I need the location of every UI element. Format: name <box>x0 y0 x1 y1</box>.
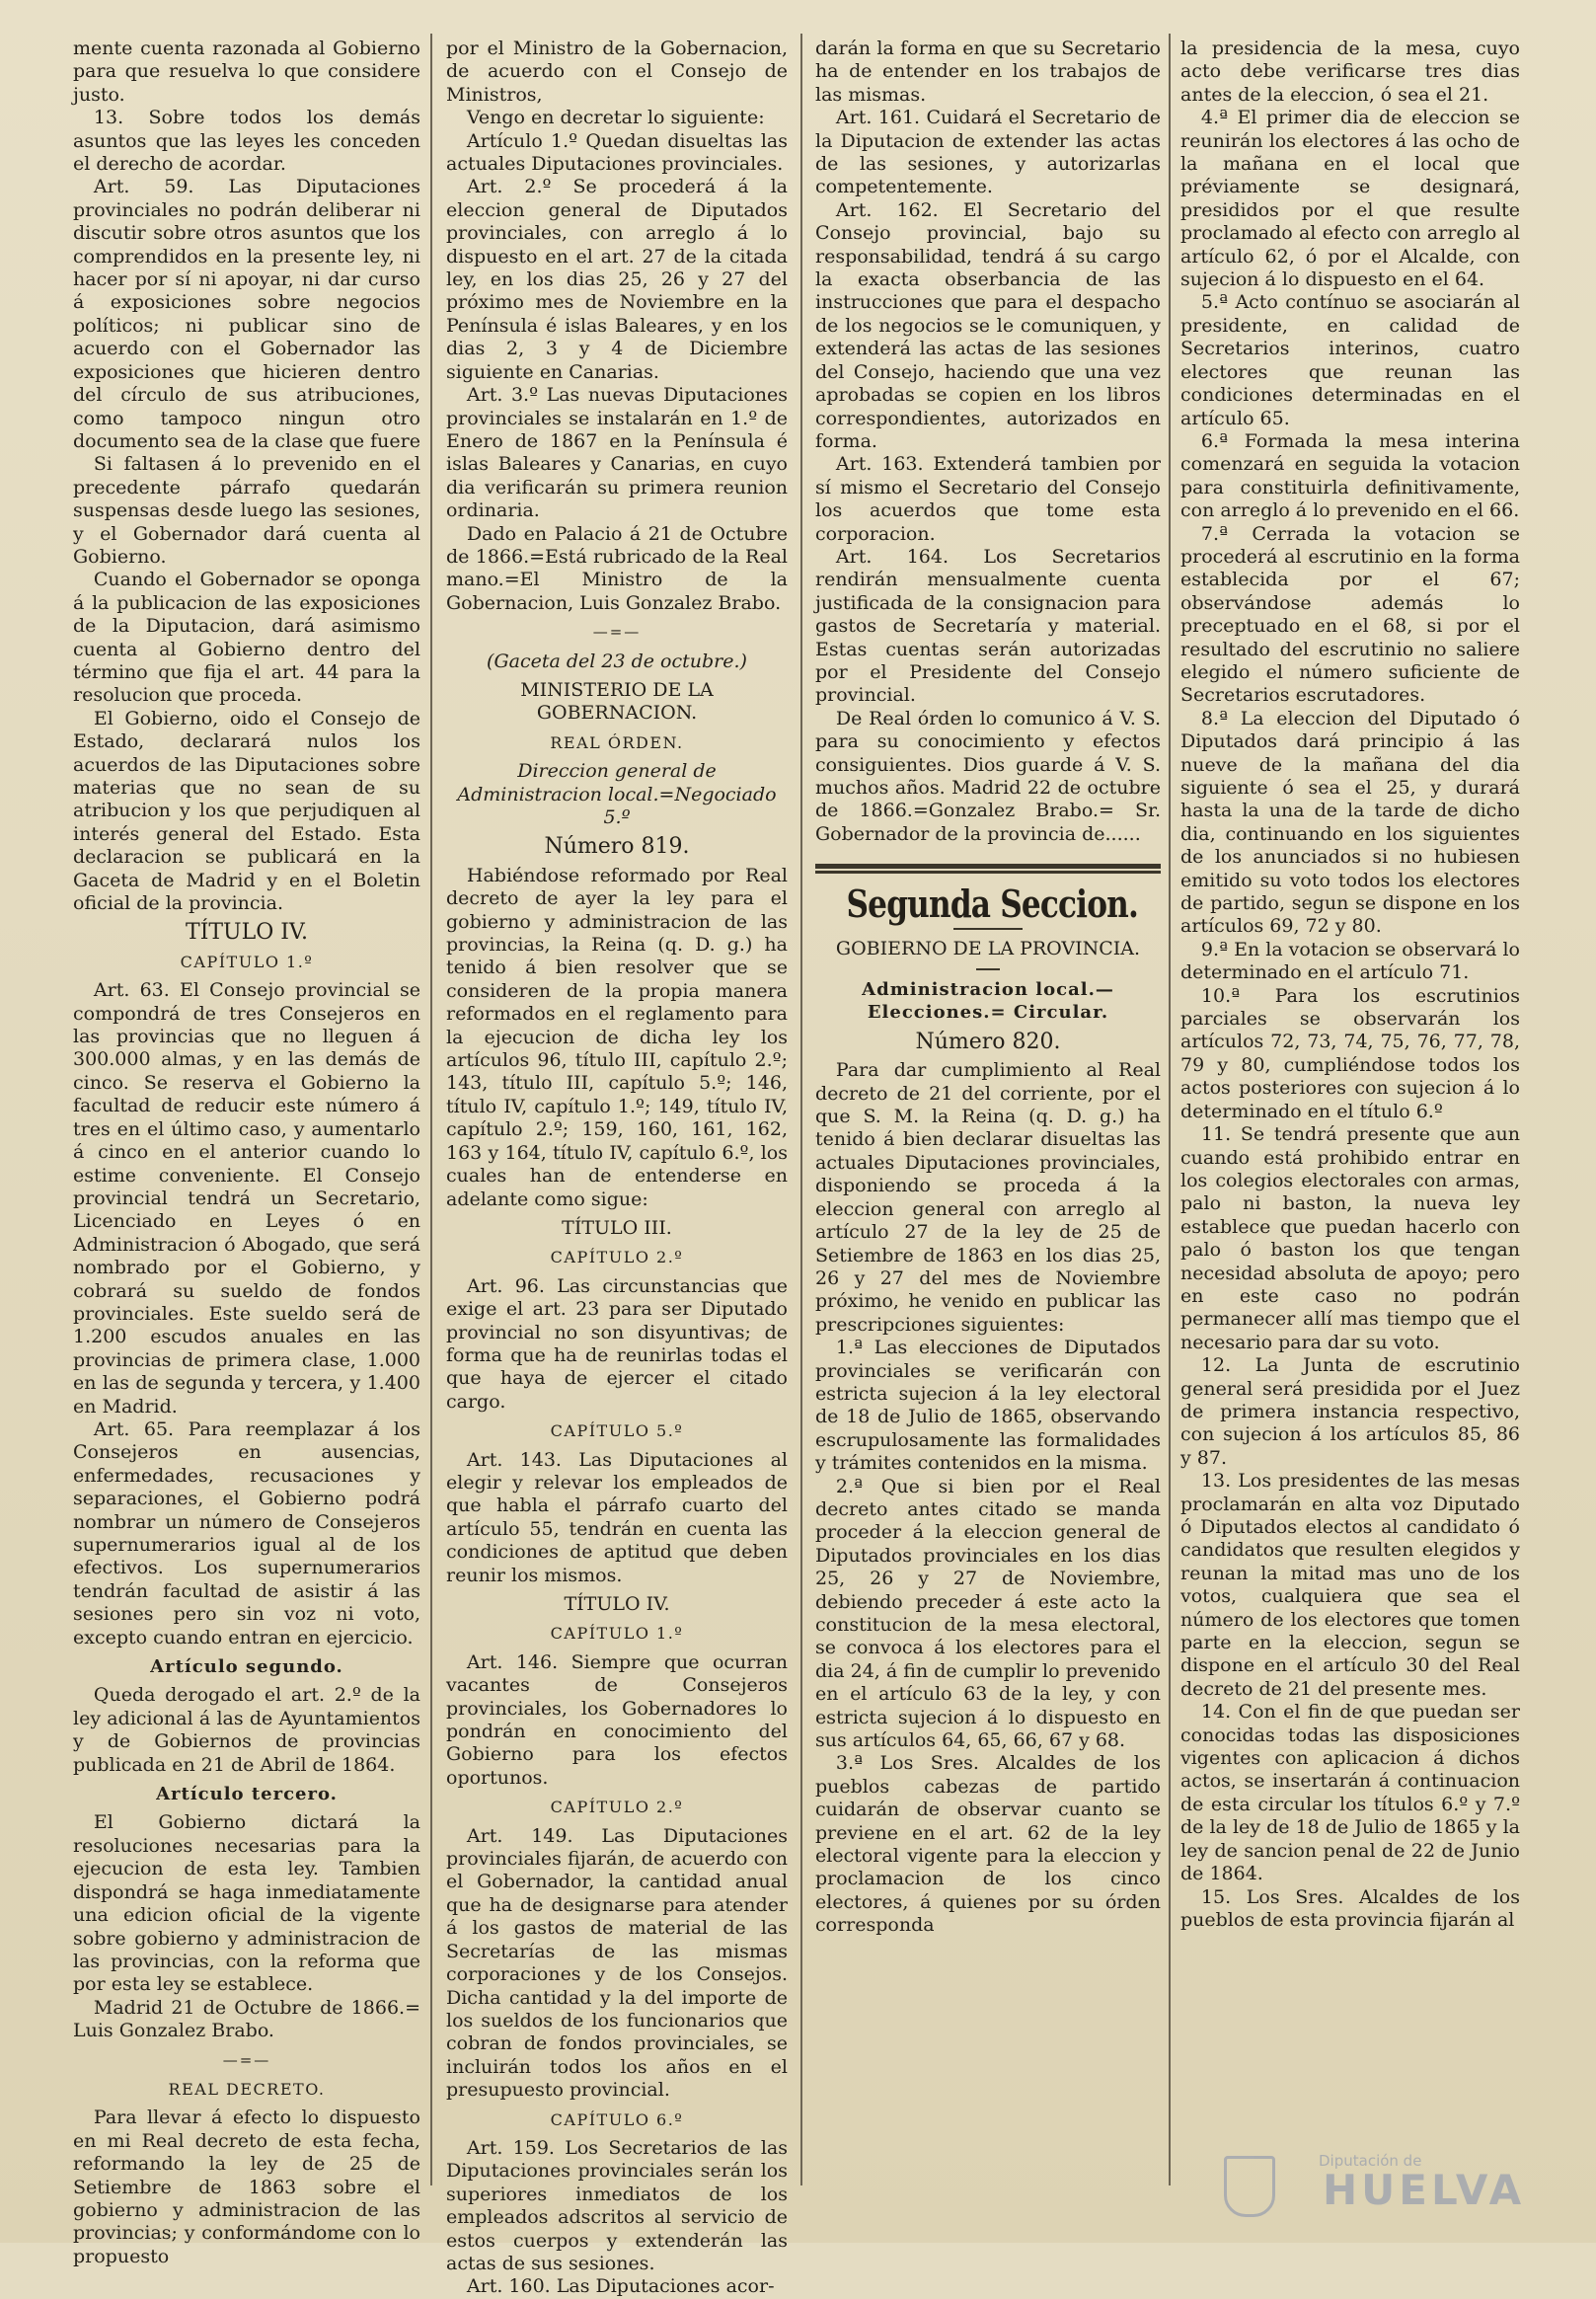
column-rule <box>430 34 432 2185</box>
paragraph: 2.ª Que si bien por el Real decreto antes citado se manda proceder á la eleccion general de Diputados provinciales en los dias 25, 26 y 27 de Noviembre, debiendo preceder á este acto la constitucion de la mesa electoral, se convoca á los electores para el dia 24, á fin de cumplir lo prevenido en el artículo 63 de la ley, y con estricta sujecion á lo dispuesto en sus artículos 64, 65, 66, 67 y 68. <box>815 1475 1161 1752</box>
chapter-heading: CAPÍTULO 2.º <box>550 1248 684 1267</box>
paragraph: Art. 163. Extenderá tambien por sí mismo el Secretario del Consejo los acuerdos que tome esta corporacion. <box>815 453 1161 545</box>
paragraph: 3.ª Los Sres. Alcaldes de los pueblos cabezas de partido cuidarán de observar cuanto se previene en el art. 62 de la ley electoral vigente para la eleccion y proclamacion de los cinco electores, á quienes por su órden corresponda <box>815 1752 1161 1937</box>
title-heading: TÍTULO III. <box>562 1216 672 1239</box>
paragraph: Para dar cumplimiento al Real decreto de 21 del corriente, por el que S. M. la Reina (q. D. g.) ha tenido á bien declarar disueltas las actuales Diputaciones provinciales, disponiendo se proceda á la eleccion general con arreglo al artículo 27 de la ley de 25 de Setiembre de 1863 en los dias 25, 26 y 27 del mes de Noviembre próximo, he venido en publicar las prescripciones siguientes: <box>815 1059 1161 1336</box>
paragraph: Habiéndose reformado por Real decreto de ayer la ley para el gobierno y administracion de las provincias, la Reina (q. D. g.) ha tenido á bien resolver que se consideren de la propia manera reformados en el reglamento para la ejecucion de dicha ley los artículos 96, título III, capítulo 2.º; 143, título III, capítulo 5.º; 146, título IV, capítulo 1.º; 149, título IV, capítulo 2.º; 159, 160, 161, 162, 163 y 164, título IV, capítulo 6.º, los cuales han de entenderse en adelante como sigue: <box>446 864 788 1210</box>
section-heading: TÍTULO IV. <box>186 920 308 946</box>
paragraph: la presidencia de la mesa, cuyo acto debe verificarse tres dias antes de la eleccion, ó sea el 21. <box>1180 38 1520 106</box>
paragraph: Art. 162. El Secretario del Consejo provincial, bajo su responsabilidad, tendrá á su cargo la exacta obserbancia de las instrucciones que para el despacho de los negocios se le comuniquen, y extenderá las actas de las sesiones del Consejo, haciendo que una vez aprobadas se copien en los libros correspondientes, autorizados en forma. <box>815 198 1161 452</box>
section-title: Segunda Seccion. <box>846 881 1139 927</box>
column-rule <box>1169 34 1171 2185</box>
paragraph: 12. La Junta de escrutinio general será presidida por el Juez de primera instancia respectivo, con sujecion á los artículos 85, 86 y 87. <box>1180 1354 1520 1469</box>
paragraph: Dado en Palacio á 21 de Octubre de 1866.=Está rubricado de la Real mano.=El Ministro de la Gobernacion, Luis Gonzalez Brabo. <box>446 522 788 614</box>
paragraph: 6.ª Formada la mesa interina comenzará en seguida la votacion para constituirla definitivamente, con arreglo á lo prevenido en el 66. <box>1180 429 1520 522</box>
paragraph: Artículo 1.º Quedan disueltas las actuales Diputaciones provinciales. <box>446 129 788 176</box>
paragraph: Cuando el Gobernador se oponga á la publicacion de las exposiciones de la Diputacion, dará asimismo cuenta al Gobierno dentro del término que fija el art. 44 para la resolucion que proceda. <box>73 569 420 707</box>
paragraph: Art. 159. Los Secretarios de las Diputaciones provinciales serán los superiores inmediatos de los empleados adscritos al servicio de estos cuerpos y extenderán las actas de sus sesiones. <box>446 2136 788 2274</box>
article-heading: Artículo segundo. <box>150 1656 343 1678</box>
ornament-divider: —=— <box>222 2050 271 2069</box>
paragraph: Art. 161. Cuidará el Secretario de la Diputacion de extender las actas de las sesiones, y autorizarlas competentemente. <box>815 107 1161 198</box>
real-orden-heading: REAL ÓRDEN. <box>550 732 684 752</box>
paragraph: Art. 146. Siempre que ocurran vacantes de Consejeros provinciales, los Gobernadores lo pondrán en conocimiento del Gobierno para los efectos oportunos. <box>446 1650 788 1789</box>
paragraph: Art. 160. Las Diputaciones acor- <box>466 2275 775 2298</box>
paragraph: 10.ª Para los escrutinios parciales se observarán los artículos 72, 73, 74, 75, 76, 77, 78, 79 y 80, cumpliéndose todos los actos posteriores con sujecion á lo determinado en el título 6.º <box>1180 984 1520 1122</box>
paragraph: Para llevar á efecto lo dispuesto en mi Real decreto de esta fecha, reformando la ley de 25 de Setiembre de 1863 sobre el gobierno y administracion de las provincias; y conformándome con lo propuesto <box>73 2107 420 2267</box>
paragraph: 11. Se tendrá presente que aun cuando está prohibido entrar en los colegios electorales con armas, palo ni baston, la nueva ley establece que puedan hacerlo con palo ó baston los que tengan necesidad absoluta de apoyo; pero en este caso no podrán permanecer allí mas tiempo que el necesario para dar su voto. <box>1180 1123 1520 1353</box>
ministry-heading: MINISTERIO DE LA GOBERNACION. <box>520 678 714 725</box>
paragraph: Art. 96. Las circunstancias que exige el art. 23 para ser Diputado provincial no son disyuntivas; de forma que ha de reunirlas todas el que haya de ejercer el citado cargo. <box>446 1274 788 1413</box>
government-heading: GOBIERNO DE LA PROVINCIA. <box>835 937 1141 959</box>
ornament-divider: —=— <box>592 623 642 642</box>
paragraph: El Gobierno dictará la resoluciones necesarias para la ejecucion de esta ley. Tambien dispondrá se haga inmediatamente una edicion oficial de la vigente sobre gobierno y administracion de las provincias, con la reforma que por esta ley se establece. <box>73 1811 420 1996</box>
paragraph: 13. Los presidentes de las mesas proclamarán en alta voz Diputado ó Diputados electos al candidato ó candidatos que resulten elegidos y reunan la mitad mas uno de los votos, cualquiera que sea el número de los electores que tomen parte en la eleccion, segun se dispone en el artículo 30 del Real decreto de 21 del presente mes. <box>1180 1470 1520 1700</box>
watermark-top: Diputación de <box>1319 2152 1422 2170</box>
paragraph: 13. Sobre todos los demás asuntos que las leyes les conceden el derecho de acordar. <box>73 107 420 176</box>
paragraph: Art. 143. Las Diputaciones al elegir y relevar los empleados de que habla el párrafo cuarto del artículo 55, tendrán en cuenta las condiciones de aptitud que deben reunir los mismos. <box>446 1448 788 1586</box>
paragraph: El Gobierno, oido el Consejo de Estado, declarará nulos los acuerdos de las Diputaciones sobre materias que no sean de su atribucion y los que perjudiquen al interés general del Estado. Esta declaracion se publicará en la Gaceta de Madrid y en el Boletin oficial de la provincia. <box>73 707 420 915</box>
archive-watermark <box>1224 2152 1540 2215</box>
chapter-heading: CAPÍTULO 1.º <box>180 952 314 971</box>
short-rule <box>953 928 1023 930</box>
paragraph: Art. 164. Los Secretarios rendirán mensualmente cuenta justificada de la consignacion para gastos de Secretaría y material. Estas cuentas serán autorizadas por el Presidente del Consejo provincial. <box>815 545 1161 707</box>
paragraph: Art. 149. Las Diputaciones provinciales fijarán, de acuerdo con el Gobernador, la cantidad anual que ha de designarse para atender á los gastos de material de las Secretarías de las mismas corporaciones y de los Consejos. Dicha cantidad y la del importe de los sueldos de los funcionarios que cobran de fondos provinciales, se incluirán todos los años en el presupuesto provincial. <box>446 1824 788 2102</box>
paragraph: 4.ª El primer dia de eleccion se reunirán los electores á las ocho de la mañana en el local que préviamente se designará, presididos por el que resulte proclamado al efecto con arreglo al artículo 62, ó por el Alcalde, con sujecion á lo dispuesto en el 64. <box>1180 107 1520 291</box>
paragraph: mente cuenta razonada al Gobierno para que resuelva lo que considere justo. <box>73 38 420 106</box>
paragraph: 9.ª En la votacion se observará lo determinado en el artículo 71. <box>1180 938 1520 984</box>
paragraph: 7.ª Cerrada la votacion se procederá al escrutinio en la forma establecida por el 67; observándose además lo preceptuado en el 68, si por el resultado del escrutinio no saliere elegido el número suficiente de Secretarios escrutadores. <box>1180 522 1520 707</box>
coat-of-arms-icon <box>1224 2156 1275 2217</box>
column-3 <box>815 38 1161 2209</box>
chapter-heading: CAPÍTULO 2.º <box>550 1798 684 1817</box>
paragraph: Art. 2.º Se procederá á la eleccion general de Diputados provinciales, con arreglo á lo dispuesto en el art. 27 de la citada ley, en los dias 25, 26 y 27 del próximo mes de Noviembre en la Península é islas Baleares, y en los dias 2, 3 y 4 de Diciembre siguiente en Canarias. <box>446 176 788 383</box>
paragraph: 5.ª Acto contínuo se asociarán al presidente, en calidad de Secretarios interinos, cuatro electores que reunan las condiciones determinadas en el artículo 65. <box>1180 291 1520 429</box>
paragraph: Art. 3.º Las nuevas Diputaciones provinciales se instalarán en 1.º de Enero de 1867 en la Península é islas Baleares y Canarias, en cuyo dia verificarán su primera reunion ordinaria. <box>446 384 788 522</box>
watermark-name: HUELVA <box>1323 2166 1526 2214</box>
column-4 <box>1180 38 1520 2209</box>
paragraph: Art. 59. Las Diputaciones provinciales no podrán deliberar ni discutir sobre otros asuntos que los comprendidos en la presente ley, ni hacer por sí ni apoyar, ni dar curso á exposiciones sobre negocios políticos; ni publicar sino de acuerdo con el Gobernador las exposiciones que hicieren dentro del círculo de sus atribuciones, como tampoco ningun otro documento sea de la clase que fuere <box>73 176 420 452</box>
paragraph: De Real órden lo comunico á V. S. para su conocimiento y efectos consiguientes. Dios guarde á V. S. muchos años. Madrid 22 de octubre de 1866.=Gonzalez Brabo.= Sr. Gobernador de la provincia de...... <box>815 707 1161 845</box>
chapter-heading: CAPÍTULO 6.º <box>550 2109 684 2129</box>
paragraph: Vengo en decretar lo siguiente: <box>466 107 765 129</box>
title-heading: TÍTULO IV. <box>564 1593 670 1615</box>
document-number: Número 820. <box>915 1029 1061 1054</box>
paragraph: 8.ª La eleccion del Diputado ó Diputados dará principio á las nueve de la mañana del dia siguiente ó sea el 25, y durará hasta la una de la tarde de dicho dia, continuando en los siguientes de los anunciados si no hubiesen emitido su voto todos los electores de partido, segun se dispone en los artículos 69, 72 y 80. <box>1180 707 1520 938</box>
paragraph: darán la forma en que su Secretario ha de entender en los trabajos de las mismas. <box>815 38 1161 106</box>
admin-heading: Administracion local.—Elecciones.= Circular. <box>862 979 1114 1024</box>
chapter-heading: CAPÍTULO 5.º <box>550 1421 684 1441</box>
signature-line: Madrid 21 de Octubre de 1866.= Luis Gonzalez Brabo. <box>73 1996 420 2042</box>
paragraph: Queda derogado el art. 2.º de la ley adicional á las de Ayuntamientos y de Gobiernos de provincias publicada en 21 de Abril de 1864. <box>73 1684 420 1776</box>
article-heading: Artículo tercero. <box>156 1784 338 1805</box>
paragraph: Art. 63. El Consejo provincial se compondrá de tres Consejeros en las provincias que no lleguen á 300.000 almas, y en las demás de cinco. Se reserva el Gobierno la facultad de reducir este número á tres en el último caso, y aumentarlo á cinco en el anterior cuando lo estime conveniente. El Consejo provincial tendrá un Secretario, Licenciado en Leyes ó en Administracion ó Abogado, que será nombrado por el Gobierno, y cobrará su sueldo de fondos provinciales. Este sueldo será de 1.200 escudos anuales en las provincias de primera clase, 1.000 en las de segunda y tercera, y 1.400 en Madrid. <box>73 979 420 1418</box>
paragraph: por el Ministro de la Gobernacion, de acuerdo con el Consejo de Ministros, <box>446 38 788 106</box>
paragraph: 14. Con el fin de que puedan ser conocidas todas las disposiciones vigentes con aplicacion á dichos actos, se insertarán á continuacion de esta circular los títulos 6.º y 7.º de la ley de 18 de Julio de 1865 y la ley de sancion penal de 22 de Junio de 1864. <box>1180 1701 1520 1885</box>
section-rule <box>815 864 1161 871</box>
column-1 <box>73 38 420 2267</box>
document-number: Número 819. <box>544 834 690 860</box>
direccion-heading: Direccion general de Administracion local.=Negociado 5.º <box>457 760 777 828</box>
column-2 <box>446 38 788 2298</box>
paragraph: Si faltasen á lo prevenido en el precedente párrafo quedarán suspensas desde luego las sesiones, y el Gobernador dará cuenta al Gobierno. <box>73 453 420 568</box>
gazette-reference: (Gaceta del 23 de octubre.) <box>487 650 747 672</box>
decree-heading: REAL DECRETO. <box>168 2079 326 2099</box>
column-rule <box>800 34 802 2185</box>
paragraph: 15. Los Sres. Alcaldes de los pueblos de esta provincia fijarán al <box>1180 1885 1520 1931</box>
paragraph: 1.ª Las elecciones de Diputados provinciales se verificarán con estricta sujecion á la ley electoral de 18 de Julio de 1865, observando escrupulosamente las formalidades y trámites contenidos en la misma. <box>815 1337 1161 1475</box>
paragraph: Art. 65. Para reemplazar á los Consejeros en ausencias, enfermedades, recusaciones y separaciones, el Gobierno podrá nombrar un número de Consejeros supernumerarios igual al de los efectivos. Los supernumerarios tendrán facultad de asistir á las sesiones pero sin voz ni voto, excepto cuando entran en ejercicio. <box>73 1418 420 1648</box>
chapter-heading: CAPÍTULO 1.º <box>550 1624 684 1644</box>
short-rule <box>976 968 1000 970</box>
